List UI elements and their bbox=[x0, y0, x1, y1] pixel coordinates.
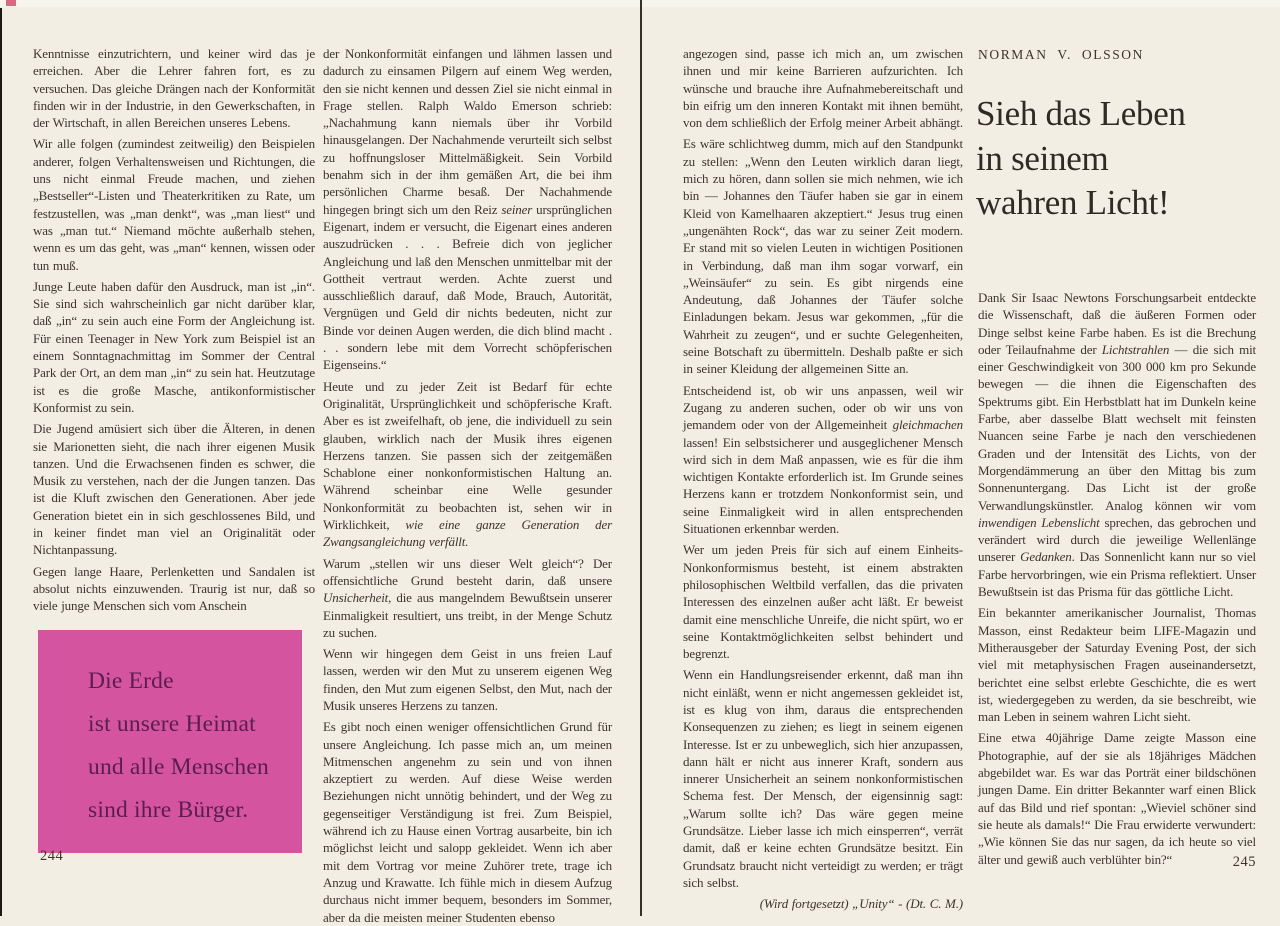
text-run: — die sich mit einer Geschwindigkeit von 300 000 km pro Sekunde bewegen — die ihnen die Eigenschaften des Spektrums gibt. Ein Herbstblatt hat im Dunkeln keine Farbe, aber dasselbe Blatt wechselt mit feinsten Nuancen seine Farbe je nach den verschiedenen Graden und der Intensität des Lichts, von der Morgendämmerung an über den Mittag bis zum Sonnenuntergang. Das Licht ist der große Verwandlungskünstler. Analog können wir vom bbox=[978, 341, 1256, 513]
text-run: der Nonkonformität einfangen und lähmen lassen und dadurch zu einsamen Pilgern auf einem Weg werden, den sie nicht kennen und dessen Ziel sie nicht einmal in Frage stellen. Ralph Waldo Emerson schrieb: „Nachahmung kann niemals über ihr Vorbild hinausgelangen. Der Nachahmende verurteilt sich selbst zu hoffnungsloser Mittelmäßigkeit. Sein Vorbild benahm sich in der ihm gemäßen Art, die bei ihm persönlichen Charme besaß. Der Nachahmende hingegen bringt sich um den Reiz bbox=[323, 46, 612, 217]
quote-box bbox=[38, 630, 302, 853]
text-run: lassen! Ein selbstsicherer und ausgeglichener Mensch wird sich in dem Maß anpassen, wie es für die ihm wichtigen Kontakte erforderlich ist. Im Grunde seines Herzens kann er trotzdem Nonkonformist sein, und seine Einmaligkeit wird in allen entsprechenden Situationen erkennbar werden. bbox=[683, 434, 963, 537]
text-run: Entscheidend ist, ob wir uns anpassen, weil wir Zugang zu anderen suchen, oder ob wir uns von jemandem oder von der Allgemeinheit bbox=[683, 382, 963, 433]
text-run: , die aus mangelndem Bewußtsein unserer Einmaligkeit resultiert, uns treibt, in der Menge Schutz zu suchen. bbox=[323, 590, 612, 640]
italic-text-run: Gedanken bbox=[1020, 549, 1072, 565]
text-run: Ein bekannter amerikanischer Journalist, Thomas Masson, einst Redakteur beim LIFE-Magazin und Mitherausgeber der Saturday Evening Post, der sich viel mit metaphysischen Fragen auseinandersetzt, berichtet eine selbst erlebte Geschichte, die es wert ist, wiedergegeben zu werden, da sie beschreibt, wie man Leben in seinem wahren Licht sieht. bbox=[978, 605, 1256, 725]
paragraph bbox=[683, 541, 963, 662]
text-run: Gegen lange Haare, Perlenketten und Sandalen ist absolut nichts einzuwenden. Traurig ist nur, daß so viele junge Menschen sich vom Anschein bbox=[33, 563, 315, 614]
page-edge-mark bbox=[6, 0, 16, 6]
paragraph bbox=[33, 135, 315, 273]
paragraph bbox=[683, 45, 963, 131]
text-run: Es gibt noch einen weniger offensichtlichen Grund für unsere Angleichung. Ich passe mich an, um meinen Mitmenschen angenehm zu sein und von ihnen akzeptiert zu werden. Auf diese Weise werden Beziehungen nicht unnötig behindert, und der Weg zu gegenseitiger Verständigung ist frei. Zum Beispiel, während ich zu Hause einen Vortrag ausarbeite, bin ich möglichst leicht und salopp gekleidet. Wenn ich aber mit dem Vortrag vor meine Zuhörer trete, trage ich Anzug und Krawatte. Ich fühle mich in diesem Aufzug durchaus nicht immer bequem, besonders im Sommer, aber da die meisten meiner Studenten ebenso bbox=[323, 719, 612, 925]
text-run: Heute und zu jeder Zeit ist Bedarf für echte Originalität, Ursprünglichkeit und schöpferische Kraft. Aber es ist zweifelhaft, ob jene, die individuell zu sein glauben, wirklich nach der Musik ihres eigenen Herzens tanzen. Sie passen sich der zeitgemäßen Schablone einer nonkonformistischen Haltung an. Während scheinbar eine Welle gesunder Nonkonformität zu beobachten ist, sehen wir in Wirklichkeit, bbox=[323, 378, 612, 533]
text-run: ursprünglichen Eigenart, indem er versucht, die Eigenart eines anderen auszudrücken . . . Befreie dich von jeglicher Angleichung und laß den Menschen unmittelbar mit der Gottheit vertraut werden. Achte zuerst und ausschließlich darauf, daß Mode, Brauch, Autorität, Vergnügen und Geld dir nichts bedeuten, nicht zur Binde vor deinen Augen werden, die dich blind macht . . . sondern lebe mit dem Vorrecht schöpferischen Eigenseins.“ bbox=[323, 201, 612, 373]
text-run: Wenn wir hingegen dem Geist in uns freien Lauf lassen, werden wir den Mut zu unserem eigenen Weg finden, den Mut zum eigenen Selbst, den Mut, nach der Musik unseres Herzens zu tanzen. bbox=[323, 646, 612, 713]
quote-line: ist unsere Heimat bbox=[88, 711, 256, 737]
page-number-right: 245 bbox=[1232, 854, 1256, 870]
text-run: Junge Leute haben dafür den Ausdruck, man ist „in“. Sie sind sich wahrscheinlich gar nicht darüber klar, daß „in“ zu sein auch eine Form der Angleichung ist. Für einen Teenager in New York zum Beispiel ist an einem Sonntagnachmittag im Sommer der Central Park der Ort, an dem man „in“ zu sein hat. Heutzutage ist es die große Masche, antikonformistischer Konformist zu sein. bbox=[33, 278, 315, 415]
right-page-column-1 bbox=[683, 45, 963, 913]
paragraph bbox=[33, 45, 315, 131]
italic-text-run: Unsicherheit bbox=[323, 590, 389, 606]
title-line: Sieh das Leben bbox=[976, 94, 1186, 133]
text-run: Kenntnisse einzutrichtern, und keiner wird das je erreichen. Aber die Lehrer fahren fort, es zu versuchen. Das gleiche Drängen nach der Konformität finden wir in der Industrie, in den Gewerkschaften, in der Wirtschaft, in allen Bereichen unseres Lebens. bbox=[33, 46, 315, 131]
text-run: Dank Sir Isaac Newtons Forschungsarbeit entdeckte die Wissenschaft, daß die äußeren Formen oder Dinge selbst keine Farbe haben. Es ist die Brechung oder Teilaufnahme der bbox=[978, 290, 1256, 357]
paragraph bbox=[978, 729, 1256, 867]
left-page-column-1 bbox=[33, 45, 315, 615]
italic-text-run: wie eine ganze Generation der Zwangsangleichung verfällt. bbox=[323, 517, 612, 550]
paragraph bbox=[33, 563, 315, 615]
paragraph bbox=[978, 289, 1256, 600]
article-author: NORMAN V. OLSSON bbox=[978, 47, 1145, 62]
text-run: Warum „stellen wir uns dieser Welt gleich“? Der offensichtliche Grund besteht darin, daß unsere bbox=[323, 555, 612, 588]
paragraph bbox=[978, 604, 1256, 725]
italic-text-run: seiner bbox=[501, 201, 533, 217]
page-gutter-divider bbox=[640, 0, 642, 916]
page-number-left: 244 bbox=[40, 848, 64, 864]
text-run: sprechen, das gebrochen und verändert wird durch die jeweilige Wellenlänge unserer bbox=[978, 514, 1257, 565]
quote-line: sind ihre Bürger. bbox=[88, 797, 249, 823]
paragraph bbox=[323, 718, 612, 926]
paragraph bbox=[323, 645, 612, 714]
paragraph bbox=[323, 45, 612, 374]
paragraph bbox=[683, 135, 963, 377]
text-run: Wir alle folgen (zumindest zeitweilig) den Beispielen anderer, folgen Verhaltensweisen und Richtungen, die uns nicht einmal Freude machen, und ziehen „Bestseller“-Listen und Theaterkritiken zu Rate, um festzustellen, was „man denkt“, was „man liest“ und was „man tut.“ Niemand möchte außerhalb stehen, wenn es um das geht, was „man“ kennen, wissen oder tun muß. bbox=[33, 136, 315, 273]
continuation-note: (Wird fortgesetzt) „Unity“ - (Dt. C. M.) bbox=[759, 896, 963, 912]
title-line: in seinem bbox=[976, 138, 1109, 178]
title-line: wahren Licht! bbox=[976, 183, 1170, 222]
text-run: Wenn ein Handlungsreisender erkennt, daß man ihn nicht einläßt, wenn er nicht angemessen gekleidet ist, ist es klug von ihm, daraus die entsprechenden Konsequenzen zu ziehen; es liegt in seinem eigenen Interesse. Ist er zu unbeweglich, sich hier anzupassen, dann hält er nicht aus innerer Kraft, sondern aus innerer Unsicherheit an seinem nonkonformistischen Schema fest. Der Mensch, der eigensinnig sagt: „Warum sollte ich? Das wäre gegen meine Grundsätze. Lieber lasse ich mich einsperren“, verrät damit, daß er keine echten Grundsätze besitzt. Ein Grundsatz braucht nicht verteidigt zu werden; er trägt sich selbst. bbox=[683, 667, 963, 890]
paragraph bbox=[683, 666, 963, 891]
italic-text-run: gleichmachen bbox=[892, 417, 963, 433]
article-title bbox=[976, 92, 1276, 226]
paragraph bbox=[683, 382, 963, 538]
text-run: Wer um jeden Preis für sich auf einem Einheits-Nonkonformismus besteht, ist einem abstrakten philosophischen Weltbild verfallen, das die privaten Interessen des einzelnen außer acht läßt. Er beweist damit eine menschliche Unreife, die nicht spürt, wo er seine Kontaktmöglichkeiten selbst behindert und begrenzt. bbox=[683, 542, 963, 662]
right-page-column-2 bbox=[978, 289, 1256, 868]
left-page-column-2 bbox=[323, 45, 612, 926]
italic-text-run: inwendigen Lebenslicht bbox=[978, 514, 1100, 530]
quote-line: Die Erde bbox=[88, 668, 174, 694]
text-run: Es wäre schlichtweg dumm, mich auf den Standpunkt zu stellen: „Wenn den Leuten wirklich daran liegt, mich zu hören, dann sollen sie mich nehmen, wie ich bin — Johannes den Täufer haben sie gar in einem Kleid von Kamelhaaren akzeptiert.“ Jesus trug einen „ungenähten Rock“, das war zu seiner Zeit modern. Er stand mit so vielen Leuten in wichtigen Positionen in Verbindung, daß man ihm sogar vorwarf, ein „Weinsäufer“ zu sein. Es gibt nirgends eine Andeutung, daß Johannes der Täufer solche Einladungen bekam. Jesus war gekommen, „für die Wahrheit zu zeugen“, und er suchte Gelegenheiten, seine Botschaft zu übermitteln. Deshalb paßte er sich in seiner Kleidung der allgemeinen Sitte an. bbox=[683, 136, 963, 377]
quote-line: und alle Menschen bbox=[88, 754, 269, 780]
text-run: angezogen sind, passe ich mich an, um zwischen ihnen und mir keine Barrieren aufzurichten. Ich wünsche und brauche ihre Aufnahmebereitschaft und bin eifrig um den inneren Kontakt mit ihnen bemüht, von dem schließlich der Erfolg meiner Arbeit abhängt. bbox=[683, 46, 963, 131]
page-edge-shadow bbox=[0, 8, 2, 916]
paragraph bbox=[323, 555, 612, 641]
text-run: . Das Sonnenlicht kann nur so viel Farbe hervorbringen, wie ein Prisma reflektiert. Unser Bewußtsein ist das Prisma für das göttliche Licht. bbox=[978, 549, 1256, 600]
paragraph bbox=[33, 278, 315, 416]
text-run: Die Jugend amüsiert sich über die Älteren, in denen sie Marionetten sieht, die nach ihrer eigenen Musik tanzen. Und die Erwachsenen finden es schwer, die Musik zu verstehen, nach der die Jungen tanzen. Das ist die Kluft zwischen den Generationen. Aber jede Generation bietet ein in sich geschlossenes Bild, und in keiner findet man viel an Originalität oder Nichtanpassung. bbox=[33, 421, 315, 558]
paragraph bbox=[323, 378, 612, 551]
paragraph bbox=[33, 420, 315, 558]
italic-text-run: Lichtstrahlen bbox=[1101, 341, 1170, 357]
text-run: Eine etwa 40jährige Dame zeigte Masson eine Photographie, auf der sie als 18jähriges Mädchen abgebildet war. Es war das Porträt einer bildschönen jungen Dame. Ein dritter Bekannter warf einen Blick auf das Bild und rief spontan: „Wieviel schöner sind sie heute als damals!“ Die Frau erwiderte verwundert: „Wie können Sie das nur sagen, da ich heute so viel älter und gewiß auch verblühter bin?“ bbox=[978, 730, 1256, 867]
